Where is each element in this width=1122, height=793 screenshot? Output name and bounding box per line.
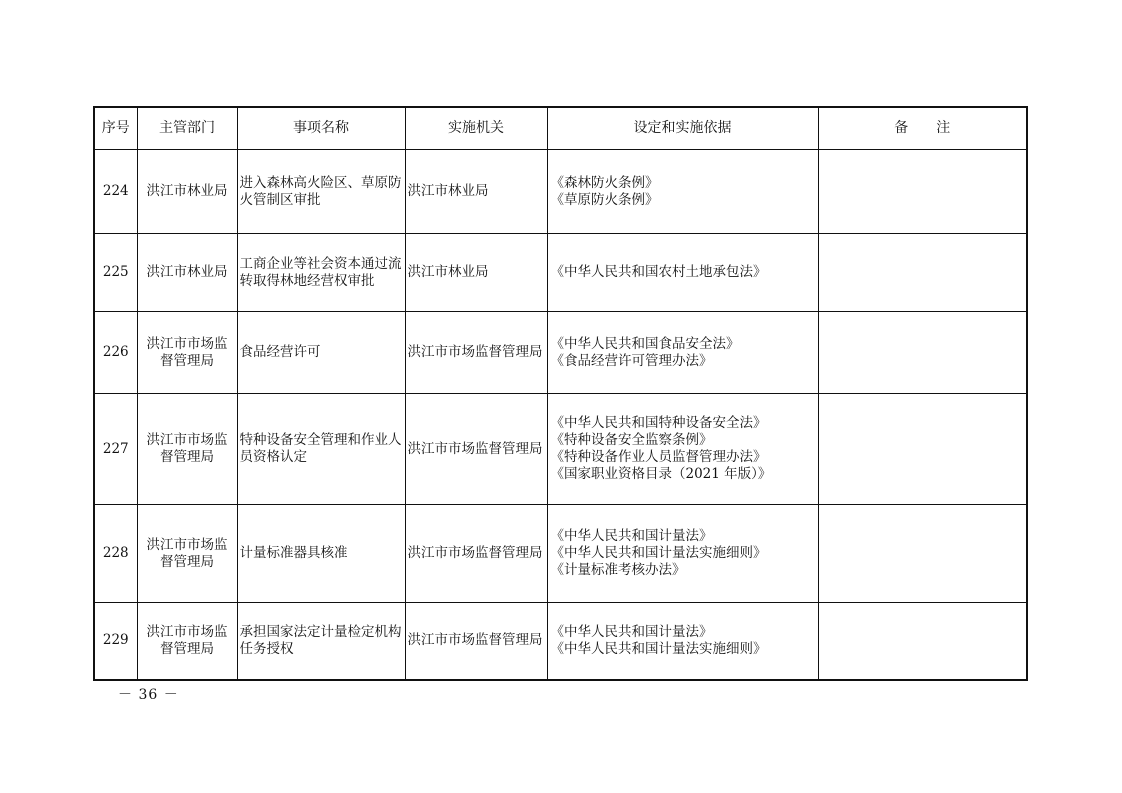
basis-line: 《中华人民共和国计量法实施细则》 bbox=[550, 640, 767, 657]
cell-basis bbox=[547, 505, 818, 603]
header-org: 实施机关 bbox=[405, 107, 547, 150]
cell-seq: 225 bbox=[94, 234, 137, 312]
header-seq: 序号 bbox=[94, 107, 137, 150]
table-row bbox=[94, 234, 1027, 312]
cell-org: 洪江市林业局 bbox=[405, 234, 547, 312]
cell-name: 工商企业等社会资本通过流转取得林地经营权审批 bbox=[237, 234, 405, 312]
cell-basis bbox=[547, 312, 818, 394]
cell-note bbox=[818, 394, 1027, 505]
header-note: 备 注 bbox=[818, 107, 1027, 150]
basis-line: 《特种设备作业人员监督管理办法》 bbox=[550, 449, 767, 465]
cell-basis bbox=[547, 394, 818, 505]
table-row bbox=[94, 603, 1027, 680]
cell-note bbox=[818, 505, 1027, 603]
basis-line: 《食品经营许可管理办法》 bbox=[550, 352, 713, 369]
cell-dept: 洪江市市场监督管理局 bbox=[137, 505, 237, 603]
cell-org: 洪江市市场监督管理局 bbox=[405, 312, 547, 394]
basis-line: 《中华人民共和国特种设备安全法》 bbox=[550, 415, 767, 431]
cell-note bbox=[818, 312, 1027, 394]
cell-note bbox=[818, 234, 1027, 312]
basis-line: 《计量标准考核办法》 bbox=[550, 562, 686, 578]
cell-note bbox=[818, 150, 1027, 234]
basis-line: 《中华人民共和国食品安全法》 bbox=[550, 335, 740, 352]
cell-name: 食品经营许可 bbox=[237, 312, 405, 394]
table-row bbox=[94, 505, 1027, 603]
cell-org: 洪江市林业局 bbox=[405, 150, 547, 234]
cell-dept: 洪江市市场监督管理局 bbox=[137, 603, 237, 680]
cell-name: 承担国家法定计量检定机构任务授权 bbox=[237, 603, 405, 680]
cell-dept: 洪江市市场监督管理局 bbox=[137, 312, 237, 394]
basis-line: 《森林防火条例》 bbox=[550, 174, 659, 191]
header-basis: 设定和实施依据 bbox=[547, 107, 818, 150]
table-header-row bbox=[94, 107, 1027, 150]
cell-dept: 洪江市林业局 bbox=[137, 150, 237, 234]
cell-org: 洪江市市场监督管理局 bbox=[405, 505, 547, 603]
cell-seq: 229 bbox=[94, 603, 137, 680]
cell-org: 洪江市市场监督管理局 bbox=[405, 603, 547, 680]
table-row bbox=[94, 150, 1027, 234]
cell-basis bbox=[547, 150, 818, 234]
cell-basis bbox=[547, 603, 818, 680]
basis-line: 《草原防火条例》 bbox=[550, 191, 659, 208]
table-row bbox=[94, 394, 1027, 505]
cell-dept: 洪江市市场监督管理局 bbox=[137, 394, 237, 505]
basis-line: 《中华人民共和国计量法》 bbox=[550, 528, 713, 544]
cell-org: 洪江市市场监督管理局 bbox=[405, 394, 547, 505]
cell-basis bbox=[547, 234, 818, 312]
cell-seq: 224 bbox=[94, 150, 137, 234]
cell-seq: 227 bbox=[94, 394, 137, 505]
cell-name: 进入森林高火险区、草原防火管制区审批 bbox=[237, 150, 405, 234]
cell-seq: 228 bbox=[94, 505, 137, 603]
basis-line: 《中华人民共和国计量法》 bbox=[550, 623, 713, 640]
cell-note bbox=[818, 603, 1027, 680]
header-dept: 主管部门 bbox=[137, 107, 237, 150]
cell-name: 特种设备安全管理和作业人员资格认定 bbox=[237, 394, 405, 505]
cell-seq: 226 bbox=[94, 312, 137, 394]
basis-line: 《特种设备安全监察条例》 bbox=[550, 432, 713, 448]
cell-name: 计量标准器具核准 bbox=[237, 505, 405, 603]
approval-items-table bbox=[93, 106, 1028, 681]
page-number: － 36 － bbox=[118, 687, 179, 703]
basis-line: 《国家职业资格目录（2021 年版）》 bbox=[550, 466, 772, 482]
cell-dept: 洪江市林业局 bbox=[137, 234, 237, 312]
basis-line: 《中华人民共和国农村土地承包法》 bbox=[550, 264, 767, 280]
header-name: 事项名称 bbox=[237, 107, 405, 150]
table-row bbox=[94, 312, 1027, 394]
basis-line: 《中华人民共和国计量法实施细则》 bbox=[550, 545, 767, 561]
